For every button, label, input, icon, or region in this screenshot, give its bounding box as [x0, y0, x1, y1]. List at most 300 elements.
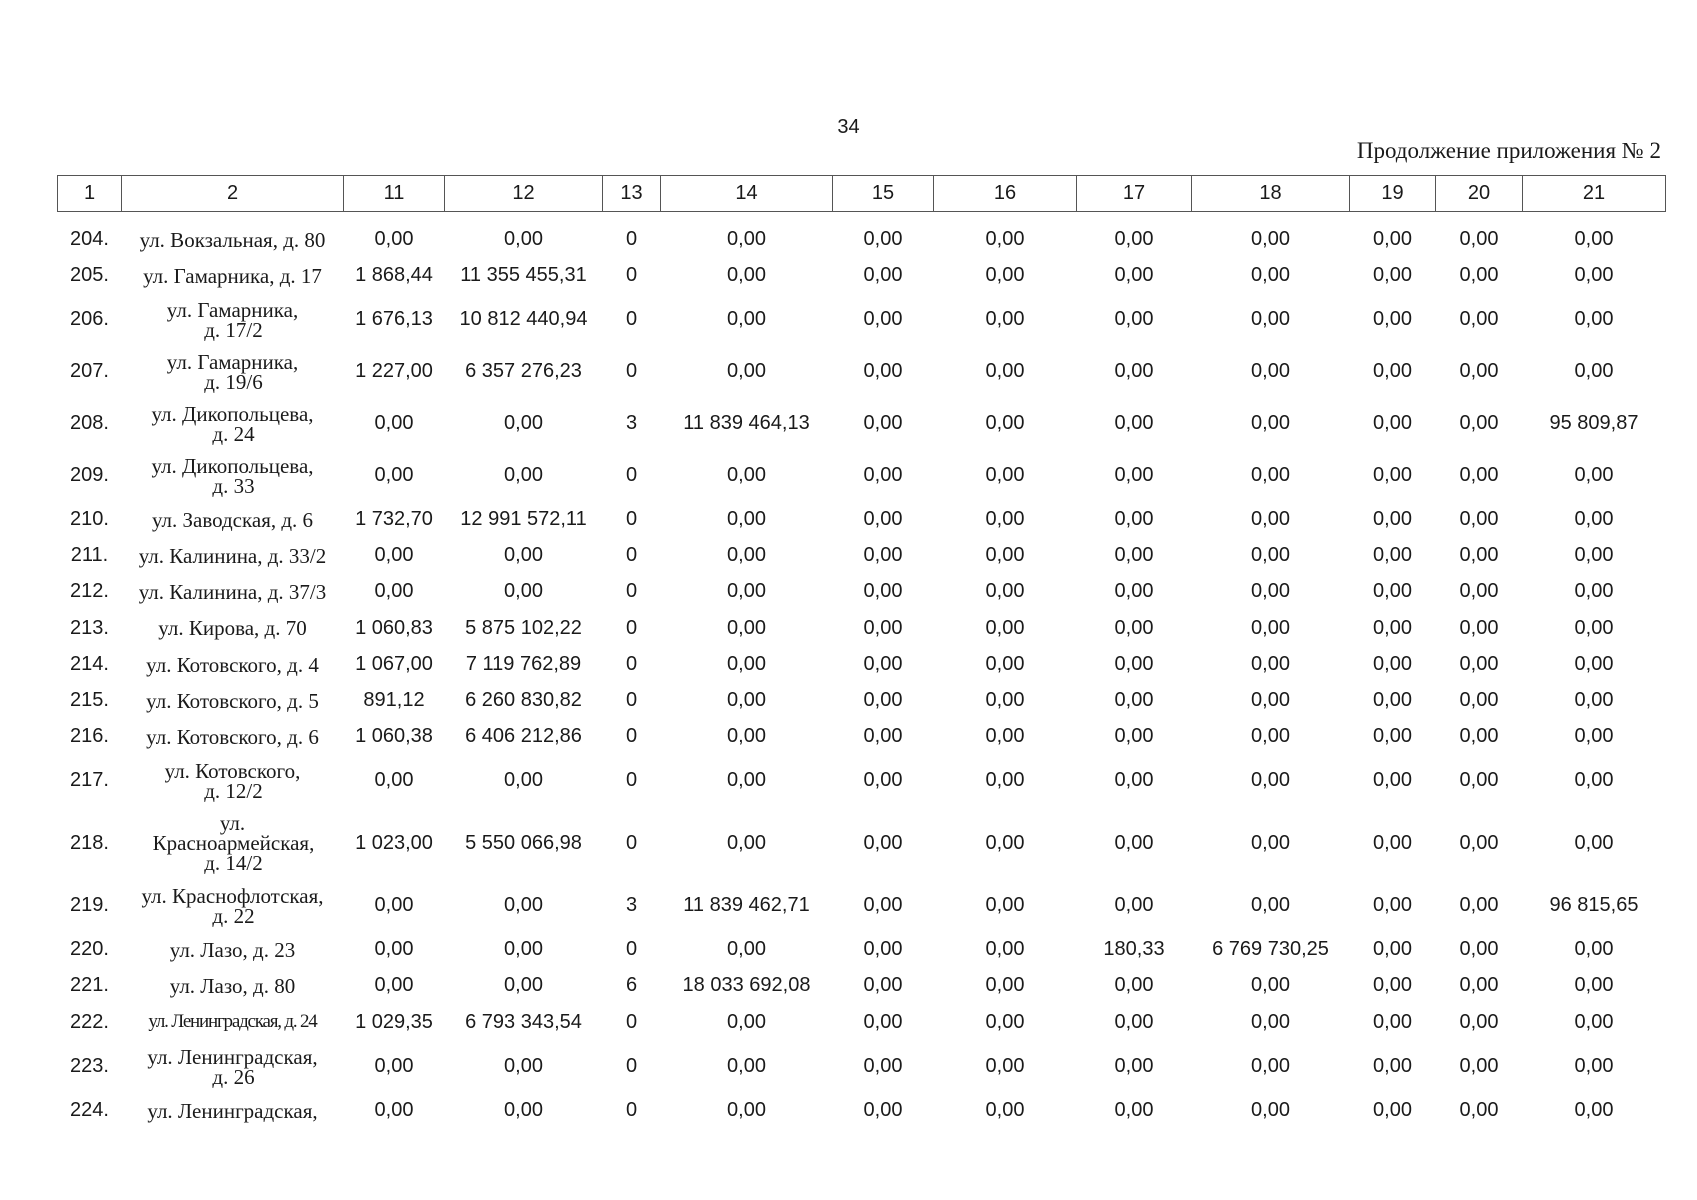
value-cell: 0,00	[1251, 1010, 1290, 1033]
value-cell: 0,00	[1251, 831, 1290, 854]
address-cell	[122, 932, 344, 968]
value-cell: 0,00	[727, 1099, 766, 1121]
row-number: 219.	[70, 894, 109, 916]
value-cell: 0,00	[985, 894, 1025, 916]
value-cell: 0,00	[1373, 1099, 1412, 1121]
value-cell: 0,00	[504, 938, 543, 960]
address-line: Красноармейская,	[152, 831, 315, 855]
value-cell: 0,00	[1251, 412, 1290, 434]
value-cell: 0,00	[863, 360, 903, 382]
value-cell: 0,00	[985, 616, 1025, 639]
value-cell: 0,00	[1574, 689, 1614, 711]
value-cell: 0,00	[1373, 508, 1412, 530]
table-row	[58, 968, 1666, 1004]
value-cell: 1 227,00	[355, 360, 433, 382]
value-cell: 0,00	[1114, 464, 1154, 486]
value-cell: 0,00	[1373, 264, 1412, 286]
value-cell: 0,00	[863, 308, 903, 330]
value-cell: 0,00	[863, 831, 903, 854]
column-header: 11	[344, 176, 445, 212]
value-cell: 0,00	[1373, 616, 1412, 639]
column-header: 16	[934, 176, 1077, 212]
address-line: ул.	[219, 811, 246, 835]
address-line: ул. Гамарника,	[166, 297, 299, 322]
value-cell: 0,00	[1251, 264, 1290, 286]
value-cell: 0,00	[1459, 580, 1499, 602]
address-cell	[122, 398, 344, 450]
value-cell: 0,00	[727, 308, 766, 330]
value-cell: 0,00	[1251, 508, 1290, 530]
value-cell: 0,00	[374, 1099, 414, 1121]
row-number: 204.	[70, 228, 109, 251]
value-cell: 12 991 572,11	[460, 508, 587, 530]
column-header: 18	[1192, 176, 1350, 212]
value-cell: 0,00	[1114, 1099, 1154, 1121]
address-line: д. 12/2	[204, 778, 263, 803]
value-cell: 0,00	[1459, 938, 1499, 960]
value-cell: 0	[625, 725, 638, 747]
table-row	[58, 502, 1666, 538]
value-cell: 11 839 462,71	[683, 894, 810, 916]
address-line: ул. Ленинградская,	[147, 1044, 318, 1069]
address-line: д. 24	[212, 421, 255, 446]
value-cell: 0,00	[985, 689, 1025, 711]
value-cell: 0,00	[985, 653, 1025, 675]
table-row	[58, 258, 1666, 294]
value-cell: 891,12	[363, 689, 425, 711]
value-cell: 0,00	[863, 508, 903, 530]
value-cell: 0,00	[863, 616, 903, 639]
value-cell: 0,00	[863, 974, 903, 996]
value-cell: 0,00	[1251, 1099, 1290, 1121]
value-cell: 11 839 464,13	[683, 412, 810, 434]
value-cell: 0,00	[1459, 264, 1499, 286]
value-cell: 0	[625, 831, 638, 854]
value-cell: 0,00	[1574, 308, 1614, 330]
value-cell: 0,00	[504, 544, 543, 566]
address-line: д. 33	[212, 473, 255, 498]
value-cell: 6 406 212,86	[465, 725, 582, 747]
value-cell: 0	[625, 689, 638, 711]
row-number: 216.	[70, 725, 109, 747]
value-cell: 0,00	[1373, 894, 1412, 916]
value-cell: 0,00	[1459, 725, 1499, 747]
value-cell: 1 060,83	[355, 616, 433, 639]
value-cell: 0,00	[985, 974, 1025, 996]
value-cell: 0,00	[863, 689, 903, 711]
value-cell: 0,00	[1114, 831, 1154, 854]
value-cell: 0,00	[1251, 616, 1290, 639]
value-cell: 0,00	[374, 464, 414, 486]
address-cell	[122, 880, 344, 932]
value-cell: 0,00	[1251, 308, 1290, 330]
address-cell	[122, 647, 344, 683]
address-cell	[122, 683, 344, 719]
address-line: ул. Дикопольцева,	[151, 453, 314, 478]
value-cell: 0	[625, 580, 638, 602]
table-row	[58, 1004, 1666, 1041]
address-line: ул. Котовского, д. 4	[146, 652, 319, 677]
page-number: 34	[837, 116, 860, 138]
value-cell: 0,00	[1459, 1055, 1499, 1077]
value-cell: 0,00	[1459, 1099, 1499, 1121]
value-cell: 0,00	[1373, 228, 1412, 251]
row-number: 213.	[70, 616, 109, 639]
table-row	[58, 346, 1666, 398]
value-cell: 3	[625, 412, 638, 434]
value-cell: 0,00	[1373, 412, 1412, 434]
address-cell	[122, 346, 344, 398]
value-cell: 1 732,70	[355, 508, 433, 530]
value-cell: 0,00	[727, 1055, 766, 1077]
value-cell: 0,00	[1574, 544, 1614, 566]
value-cell: 0,00	[727, 580, 766, 602]
continuation-title: Продолжение приложения № 2	[1356, 138, 1661, 163]
value-cell: 0,00	[1574, 508, 1614, 530]
address-cell	[122, 719, 344, 755]
value-cell: 0,00	[374, 228, 414, 251]
table-row	[58, 1093, 1666, 1129]
value-cell: 6 769 730,25	[1212, 938, 1329, 960]
value-cell: 5 550 066,98	[465, 831, 582, 854]
table-row	[58, 932, 1666, 968]
value-cell: 0,00	[1373, 725, 1412, 747]
column-header: 2	[122, 176, 344, 212]
value-cell: 0,00	[985, 228, 1025, 251]
value-cell: 0,00	[985, 412, 1025, 434]
value-cell: 0,00	[1459, 308, 1499, 330]
value-cell: 0	[625, 1055, 638, 1077]
column-header: 1	[58, 176, 122, 212]
value-cell: 0,00	[1251, 653, 1290, 675]
value-cell: 0,00	[1114, 1010, 1154, 1033]
value-cell: 0,00	[504, 1055, 543, 1077]
value-cell: 0,00	[1251, 769, 1290, 791]
value-cell: 0	[625, 544, 638, 566]
value-cell: 96 815,65	[1549, 894, 1639, 916]
value-cell: 0,00	[1373, 360, 1412, 382]
value-cell: 0,00	[1251, 228, 1290, 251]
row-number: 222.	[70, 1010, 109, 1033]
value-cell: 0,00	[504, 412, 543, 434]
row-number: 224.	[70, 1099, 109, 1121]
value-cell: 18 033 692,08	[682, 974, 811, 996]
value-cell: 0,00	[727, 228, 766, 251]
value-cell: 0,00	[504, 580, 543, 602]
value-cell: 0,00	[727, 653, 766, 675]
value-cell: 0	[625, 938, 638, 960]
value-cell: 0,00	[1574, 228, 1614, 251]
address-cell	[122, 755, 344, 807]
header-row	[58, 176, 1666, 212]
value-cell: 0,00	[1459, 544, 1499, 566]
value-cell: 0,00	[1574, 725, 1614, 747]
value-cell: 0,00	[374, 894, 414, 916]
address-cell	[122, 294, 344, 346]
column-header: 15	[833, 176, 934, 212]
value-cell: 0	[625, 653, 638, 675]
value-cell: 0,00	[863, 464, 903, 486]
value-cell: 0	[625, 1010, 638, 1033]
value-cell: 0,00	[985, 508, 1025, 530]
value-cell: 0,00	[1114, 412, 1154, 434]
value-cell: 0,00	[504, 464, 543, 486]
value-cell: 1 023,00	[355, 831, 433, 854]
row-number: 206.	[70, 308, 109, 330]
value-cell: 0,00	[863, 1010, 903, 1033]
value-cell: 0,00	[985, 1010, 1025, 1033]
value-cell: 0,00	[1251, 689, 1290, 711]
value-cell: 0,00	[374, 769, 414, 791]
value-cell: 0,00	[1373, 831, 1412, 854]
column-header: 17	[1077, 176, 1192, 212]
value-cell: 0,00	[863, 725, 903, 747]
value-cell: 0,00	[727, 264, 766, 286]
value-cell: 0,00	[985, 308, 1025, 330]
value-cell: 0	[625, 360, 638, 382]
value-cell: 0,00	[1574, 360, 1614, 382]
row-number: 211.	[70, 544, 109, 566]
address-cell	[122, 968, 344, 1004]
address-line: ул. Калинина, д. 33/2	[138, 543, 327, 568]
value-cell: 0,00	[727, 689, 766, 711]
table-row	[58, 294, 1666, 346]
value-cell: 0,00	[1251, 544, 1290, 566]
value-cell: 0,00	[1373, 308, 1412, 330]
value-cell: 0,00	[727, 616, 766, 639]
address-line: ул. Гамарника, д. 17	[143, 263, 322, 288]
table-row	[58, 450, 1666, 502]
value-cell: 0,00	[1574, 938, 1614, 960]
table-row	[58, 212, 1666, 258]
value-cell: 0,00	[374, 412, 414, 434]
value-cell: 0	[625, 1099, 638, 1121]
value-cell: 0,00	[504, 228, 543, 251]
address-cell	[122, 258, 344, 294]
value-cell: 0,00	[1114, 616, 1154, 639]
value-cell: 0	[625, 769, 638, 791]
value-cell: 1 060,38	[355, 725, 433, 747]
table-row	[58, 610, 1666, 647]
value-cell: 0,00	[1459, 894, 1499, 916]
address-line: ул. Кирова, д. 70	[158, 616, 307, 640]
value-cell: 0,00	[985, 360, 1025, 382]
value-cell: 0	[625, 464, 638, 486]
value-cell: 6	[625, 974, 638, 996]
value-cell: 0,00	[1373, 974, 1412, 996]
value-cell: 0,00	[1114, 689, 1154, 711]
column-header: 20	[1436, 176, 1523, 212]
value-cell: 3	[625, 894, 638, 916]
address-line: ул. Котовского,	[164, 758, 301, 783]
value-cell: 11 355 455,31	[460, 264, 587, 286]
value-cell: 0,00	[1114, 308, 1154, 330]
value-cell: 0,00	[1114, 264, 1154, 286]
table-row	[58, 719, 1666, 755]
address-line: ул. Котовского, д. 6	[146, 724, 319, 749]
value-cell: 0	[625, 264, 638, 286]
value-cell: 0,00	[1459, 653, 1499, 675]
value-cell: 0,00	[863, 938, 903, 960]
value-cell: 6 260 830,82	[465, 689, 582, 711]
table-body	[58, 212, 1666, 1129]
value-cell: 0,00	[1251, 974, 1290, 996]
table-row	[58, 807, 1666, 880]
value-cell: 0,00	[1373, 1055, 1412, 1077]
value-cell: 0,00	[374, 974, 414, 996]
value-cell: 0,00	[985, 938, 1025, 960]
row-number: 208.	[70, 412, 109, 434]
value-cell: 0,00	[727, 725, 766, 747]
value-cell: 0,00	[1459, 360, 1499, 382]
value-cell: 0	[625, 508, 638, 530]
value-cell: 0,00	[1114, 228, 1154, 251]
value-cell: 0,00	[374, 580, 414, 602]
value-cell: 95 809,87	[1549, 412, 1639, 434]
value-cell: 0	[625, 308, 638, 330]
value-cell: 0,00	[727, 769, 766, 791]
value-cell: 0,00	[374, 544, 414, 566]
address-cell	[122, 212, 344, 258]
row-number: 212.	[70, 580, 109, 602]
value-cell: 10 812 440,94	[459, 308, 588, 330]
value-cell: 0,00	[1574, 264, 1614, 286]
address-line: ул. Ленинградская, д. 24	[148, 1011, 317, 1032]
row-number: 214.	[70, 653, 109, 675]
value-cell: 0,00	[1373, 769, 1412, 791]
address-line: д. 17/2	[204, 317, 263, 342]
column-header: 21	[1523, 176, 1666, 212]
value-cell: 0,00	[1251, 1055, 1290, 1077]
value-cell: 0,00	[1459, 508, 1499, 530]
value-cell: 1 868,44	[355, 264, 433, 286]
value-cell: 0,00	[1373, 689, 1412, 711]
address-cell	[122, 574, 344, 610]
value-cell: 0,00	[1251, 894, 1290, 916]
value-cell: 0,00	[1373, 653, 1412, 675]
value-cell: 0,00	[1459, 1010, 1499, 1033]
value-cell: 0,00	[863, 653, 903, 675]
value-cell: 7 119 762,89	[465, 653, 582, 675]
column-header: 19	[1350, 176, 1436, 212]
value-cell: 0,00	[1459, 689, 1499, 711]
value-cell: 0,00	[985, 1055, 1025, 1077]
value-cell: 0,00	[985, 769, 1025, 791]
value-cell: 0,00	[504, 894, 543, 916]
address-line: д. 26	[212, 1064, 255, 1089]
table-row	[58, 880, 1666, 932]
value-cell: 0,00	[504, 1099, 543, 1121]
value-cell: 0,00	[1251, 580, 1290, 602]
address-line: д. 22	[212, 903, 255, 928]
address-cell	[122, 1093, 344, 1129]
address-line: ул. Ленинградская,	[147, 1098, 318, 1123]
value-cell: 1 029,35	[355, 1010, 433, 1033]
value-cell: 0,00	[1459, 228, 1499, 251]
address-cell	[122, 1004, 344, 1041]
value-cell: 0,00	[1373, 544, 1412, 566]
value-cell: 0	[625, 228, 638, 251]
value-cell: 0,00	[1574, 1010, 1614, 1033]
column-header: 13	[603, 176, 661, 212]
address-line: д. 14/2	[204, 851, 263, 875]
address-line: ул. Лазо, д. 23	[169, 937, 296, 962]
value-cell: 0,00	[727, 831, 766, 854]
value-cell: 0,00	[863, 1099, 903, 1121]
address-line: д. 19/6	[204, 369, 263, 394]
address-line: ул. Дикопольцева,	[151, 401, 314, 426]
value-cell: 0,00	[374, 938, 414, 960]
address-line: ул. Лазо, д. 80	[169, 973, 296, 998]
table-row	[58, 683, 1666, 719]
address-cell	[122, 1041, 344, 1093]
address-cell	[122, 502, 344, 538]
value-cell: 0,00	[374, 1055, 414, 1077]
value-cell: 0,00	[1114, 769, 1154, 791]
value-cell: 0,00	[985, 580, 1025, 602]
row-number: 205.	[70, 264, 109, 286]
value-cell: 180,33	[1103, 938, 1165, 960]
table-row	[58, 647, 1666, 683]
value-cell: 0,00	[1459, 831, 1499, 854]
value-cell: 0	[625, 616, 638, 639]
value-cell: 0,00	[1459, 974, 1499, 996]
row-number: 218.	[70, 831, 109, 854]
value-cell: 0,00	[1574, 831, 1614, 854]
value-cell: 0,00	[863, 769, 903, 791]
address-line: ул. Котовского, д. 5	[146, 688, 319, 713]
value-cell: 0,00	[1373, 464, 1412, 486]
row-number: 209.	[70, 464, 109, 486]
value-cell: 1 676,13	[355, 308, 433, 330]
row-number: 215.	[70, 689, 109, 711]
value-cell: 0,00	[1114, 894, 1154, 916]
value-cell: 0,00	[863, 580, 903, 602]
address-line: ул. Калинина, д. 37/3	[138, 579, 327, 604]
value-cell: 0,00	[1373, 1010, 1412, 1033]
value-cell: 0,00	[1574, 616, 1614, 639]
value-cell: 0,00	[1114, 360, 1154, 382]
data-table	[57, 175, 1666, 1129]
row-number: 223.	[70, 1055, 109, 1077]
value-cell: 0,00	[863, 544, 903, 566]
address-cell	[122, 610, 344, 647]
value-cell: 0,00	[1114, 544, 1154, 566]
value-cell: 0,00	[1574, 464, 1614, 486]
value-cell: 0,00	[1574, 1099, 1614, 1121]
value-cell: 0,00	[1114, 1055, 1154, 1077]
value-cell: 0,00	[863, 1055, 903, 1077]
value-cell: 0,00	[1373, 938, 1412, 960]
address-cell	[122, 807, 344, 880]
value-cell: 0,00	[1459, 616, 1499, 639]
value-cell: 0,00	[1114, 508, 1154, 530]
value-cell: 0,00	[1574, 580, 1614, 602]
row-number: 217.	[70, 769, 109, 791]
value-cell: 0,00	[1373, 580, 1412, 602]
value-cell: 0,00	[985, 544, 1025, 566]
value-cell: 0,00	[727, 544, 766, 566]
value-cell: 0,00	[1114, 580, 1154, 602]
row-number: 207.	[70, 360, 109, 382]
value-cell: 0,00	[1251, 464, 1290, 486]
value-cell: 0,00	[863, 228, 903, 251]
value-cell: 0,00	[985, 725, 1025, 747]
table-row	[58, 398, 1666, 450]
value-cell: 0,00	[1114, 725, 1154, 747]
address-line: ул. Краснофлотская,	[141, 883, 324, 908]
value-cell: 0,00	[1574, 653, 1614, 675]
